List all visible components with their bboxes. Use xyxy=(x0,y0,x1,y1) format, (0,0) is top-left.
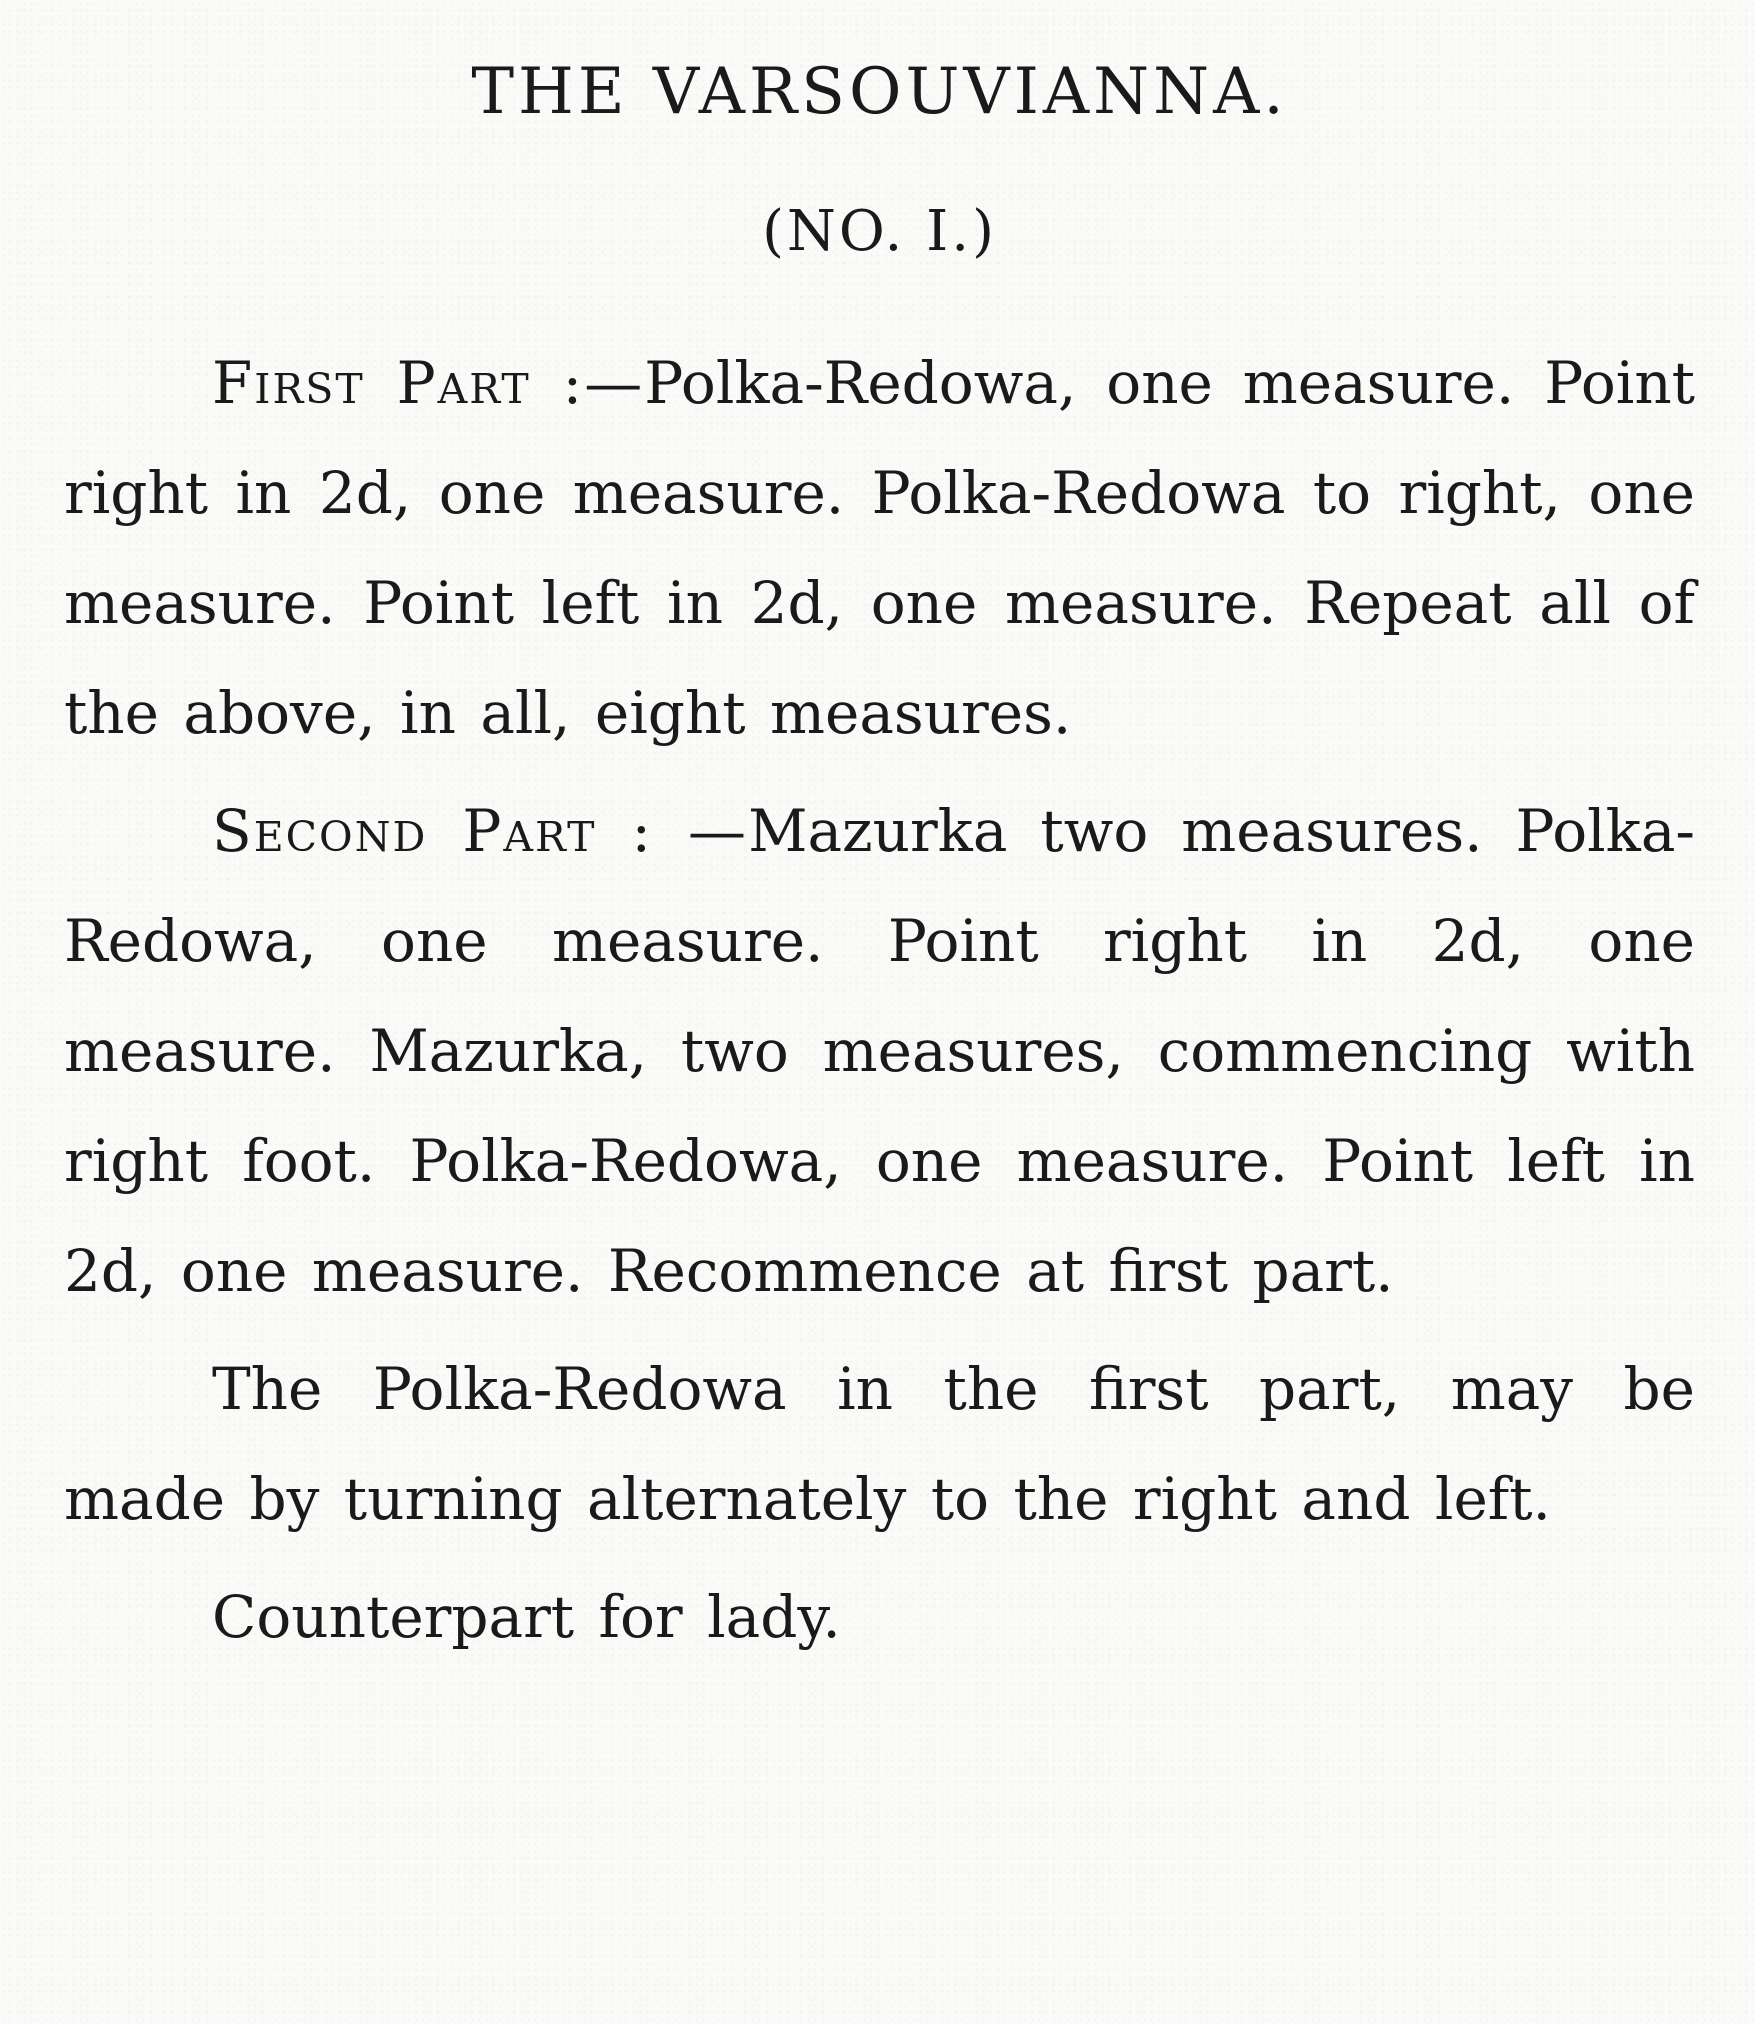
paragraph-text-counterpart: Counterpart for lady. xyxy=(212,1583,841,1651)
page-title: THE VARSOUVIANNA. xyxy=(471,55,1288,129)
paragraph-text-note: The Polka-Redowa in the first part, may be made by turning alternately to the right and left. xyxy=(64,1355,1695,1533)
paragraph-text-second-part: Mazurka two measures. Polka-Redowa, one measure. Point right in 2d, one measure. Mazurka, two measures, commencing with right foot. Polka-Redowa, one measure. Point left in 2d, one measure. Recommence at first part. xyxy=(64,797,1695,1305)
paragraph-first-part xyxy=(64,328,1695,768)
page-subtitle xyxy=(64,184,1695,280)
paragraph-second-part xyxy=(64,776,1695,1326)
paragraph-lead-second-part: Second Part : — xyxy=(212,797,749,865)
paragraph-counterpart xyxy=(64,1562,1695,1672)
paragraph-note xyxy=(64,1334,1695,1554)
paragraph-text-first-part: Polka-Redowa, one measure. Point right in 2d, one measure. Polka-Redowa to right, one measure. Point left in 2d, one measure. Repeat all of the above, in all, eight measures. xyxy=(64,349,1695,747)
subtitle-text: (NO. I.) xyxy=(762,199,997,264)
paragraph-lead-first-part: First Part :— xyxy=(212,349,645,417)
